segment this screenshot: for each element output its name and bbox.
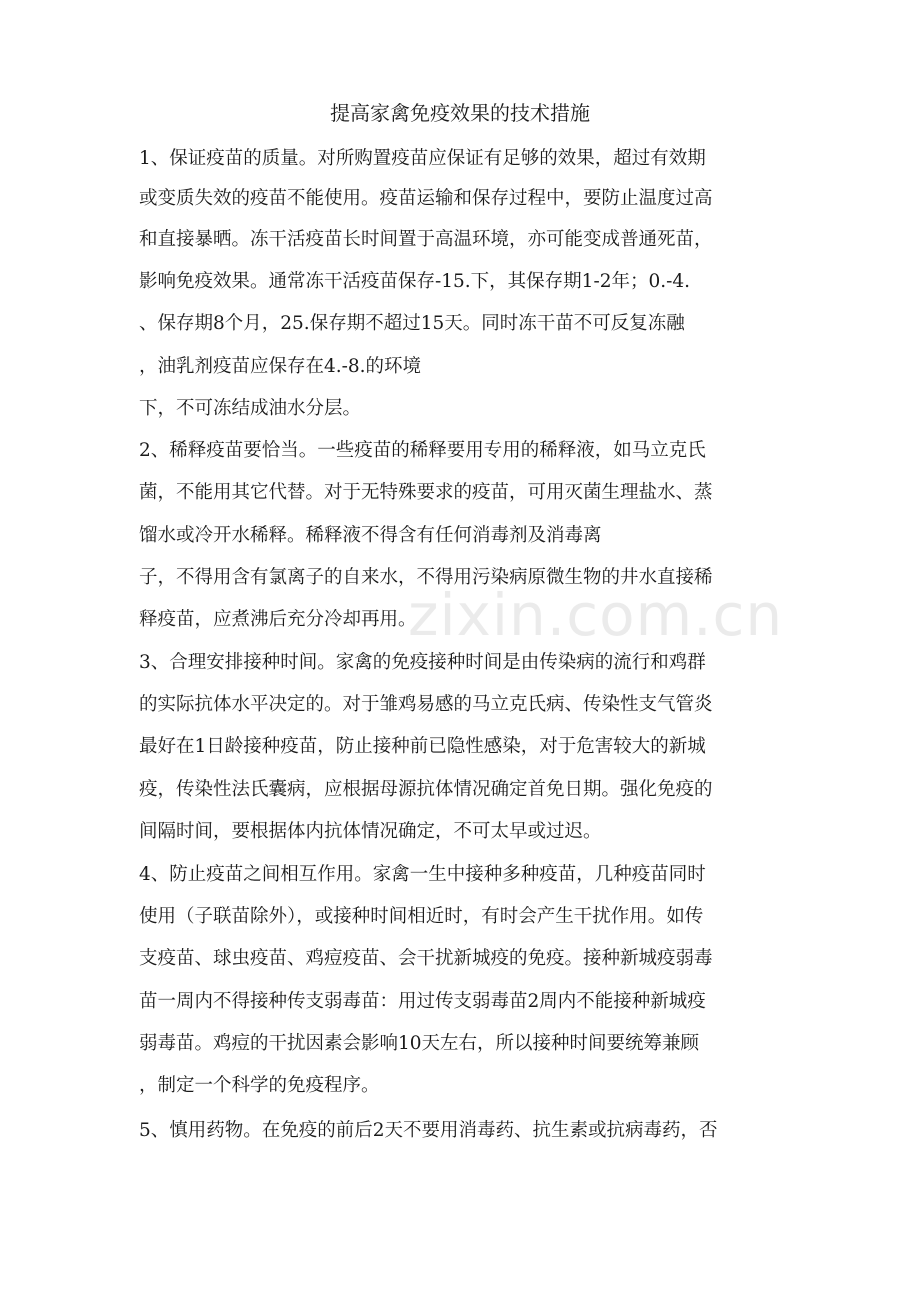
text-line: 弱毒苗。鸡痘的干扰因素会影响10天左右，所以接种时间要统筹兼顾: [139, 1033, 700, 1054]
text-line: 5、慎用药物。在免疫的前后2天不要用消毒药、抗生素或抗病毒药，否: [139, 1120, 718, 1141]
watermark: zixin.com.cn: [408, 581, 784, 649]
text-line: 、保存期8个月，25.保存期不超过15天。同时冻干苗不可反复冻融: [139, 313, 685, 334]
text-line: 间隔时间，要根据体内抗体情况确定，不可太早或过迟。: [139, 821, 602, 842]
document-title: 提高家禽免疫效果的技术措施: [330, 101, 590, 125]
text-line: ，油乳剂疫苗应保存在4.-8.的环境: [139, 356, 422, 377]
text-line: 影响免疫效果。通常冻干活疫苗保存-15.下，其保存期1-2年；0.-4.: [139, 271, 691, 292]
text-line: 4、防止疫苗之间相互作用。家禽一生中接种多种疫苗，几种疫苗同时: [139, 864, 706, 885]
text-line: 1、保证疫苗的质量。对所购置疫苗应保证有足够的效果，超过有效期: [139, 148, 706, 169]
text-line: 最好在1日龄接种疫苗，防止接种前已隐性感染，对于危害较大的新城: [139, 736, 706, 757]
text-line: 释疫苗，应煮沸后充分冷却再用。: [139, 609, 417, 630]
text-line: 疫，传染性法氏囊病，应根据母源抗体情况确定首免日期。强化免疫的: [139, 779, 713, 800]
text-line: 和直接暴晒。冻干活疫苗长时间置于高温环境，亦可能变成普通死苗，: [139, 229, 713, 250]
text-line: 3、合理安排接种时间。家禽的免疫接种时间是由传染病的流行和鸡群: [139, 652, 706, 673]
text-line: 苗一周内不得接种传支弱毒苗：用过传支弱毒苗2周内不能接种新城疫: [139, 991, 706, 1012]
text-line: 的实际抗体水平决定的。对于雏鸡易感的马立克氏病、传染性支气管炎: [139, 694, 713, 715]
text-line: 馏水或冷开水稀释。稀释液不得含有任何消毒剂及消毒离: [139, 525, 602, 546]
text-line: 使用（子联苗除外），或接种时间相近时，有时会产生干扰作用。如传: [139, 906, 704, 927]
text-line: 支疫苗、球虫疫苗、鸡痘疫苗、会干扰新城疫的免疫。接种新城疫弱毒: [139, 948, 713, 969]
text-line: 菌，不能用其它代替。对于无特殊要求的疫苗，可用灭菌生理盐水、蒸: [139, 482, 713, 503]
text-line: 2、稀释疫苗要恰当。一些疫苗的稀释要用专用的稀释液，如马立克氏: [139, 440, 706, 461]
text-line: ，制定一个科学的免疫程序。: [139, 1075, 380, 1096]
text-line: 或变质失效的疫苗不能使用。疫苗运输和保存过程中，要防止温度过高: [139, 188, 713, 209]
text-line: 下，不可冻结成油水分层。: [139, 398, 362, 419]
text-line: 子，不得用含有氯离子的自来水，不得用污染病原微生物的井水直接稀: [139, 567, 713, 588]
